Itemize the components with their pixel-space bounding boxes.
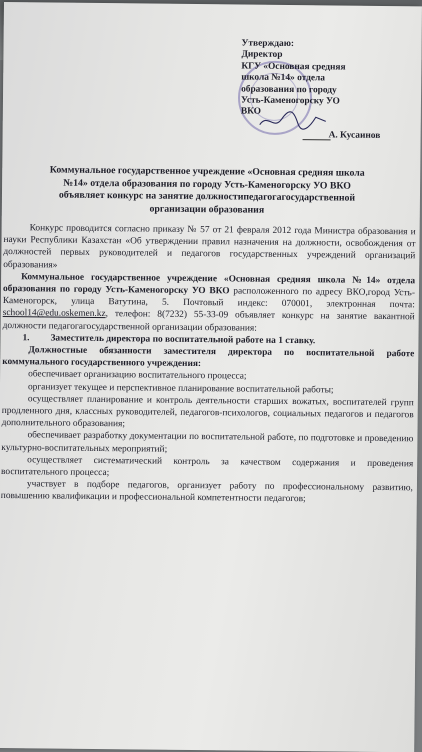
document-title: [32, 164, 383, 218]
duty-item: обеспечивает разработку документации по воспитательной работе, по подготовке и проведению культурно-воспитательных мероприятий;: [1, 430, 414, 455]
announcement-paragraph: [3, 271, 416, 336]
duty-item: осуществляет систематический контроль за качеством содержания и проведения воспитательного процесса;: [1, 455, 414, 479]
address-text: расположенного по адресу ВКО,город Усть-Каменогорск, улица Ватутина, 5. Почтовый индекс: 070001, электронная почта:: [2, 286, 416, 311]
signer-name: А. Кусаинов: [328, 130, 381, 141]
approval-line: Усть-Каменогорску УО: [240, 95, 340, 107]
approval-line: Утверждаю:: [241, 38, 295, 50]
title-line: объявляет конкурс на занятие должностипедагогагосударственной: [58, 189, 356, 204]
duties-heading: Должностные обязанности заместителя директора по воспитательной работе коммунального государственного учреждения:: [2, 345, 415, 370]
approval-line: школа №14» отдела: [241, 72, 326, 84]
document-page: [0, 2, 422, 752]
duty-item: обеспечивает организацию воспитательного процесса;: [28, 369, 247, 382]
intro-paragraph: Конкурс проводится согласно приказу № 57 от 21 февраля 2012 года Министра образования и науки Республики Казахстан «Об утверждении правил назначения на должности, освобождения от должностей первых руководителей и педагогов государственных учреждений организаций образования»: [3, 223, 416, 271]
duty-item: участвует в подборе педагогов, организует работу по профессиональному развитию, повышению квалификации и профессиональной компетентности педагогов;: [0, 479, 413, 505]
approval-block: [240, 38, 417, 141]
title-line: организации образования: [149, 203, 265, 216]
title-line: №14» отдела образования по городу Усть-Каменогорску УО ВКО: [63, 177, 351, 192]
approval-line: Директор: [241, 49, 283, 61]
phone-text: , телефон: 8(7232) 55-33-09 объявляет конкурс на занятие вакантной должности педагогагосударственной организации образования:: [2, 309, 415, 334]
organization-name: Коммунальное государственное учреждение «Основная средняя школа №14» отдела образования по городу Усть-Каменогорску УО ВКО: [2, 272, 416, 297]
approval-line: образования по городу: [241, 84, 337, 96]
approval-line: ВКО: [240, 106, 262, 118]
signature-line: [303, 139, 331, 140]
duty-item: осуществляет планирование и контроль деятельности старших вожатых, воспитателей групп продленного дня, классных руководителей, педагогов-психологов, социальных педагогов и педагогов дополнительного образования;: [1, 394, 414, 430]
email-link[interactable]: school14@edu.oskemen.kz: [2, 308, 106, 320]
document-body: [1, 222, 416, 507]
title-line: Коммунальное государственное учреждение «Основная средняя школа: [49, 164, 365, 179]
vacancy-number: 1.: [22, 333, 30, 344]
duty-item: организует текущее и перспективное планирование воспитательной работы;: [27, 381, 334, 396]
approval-line: КГУ «Основная средняя: [241, 61, 346, 73]
vacancy-title: Заместитель директора по воспитательной работе на 1 ставку.: [50, 333, 316, 347]
